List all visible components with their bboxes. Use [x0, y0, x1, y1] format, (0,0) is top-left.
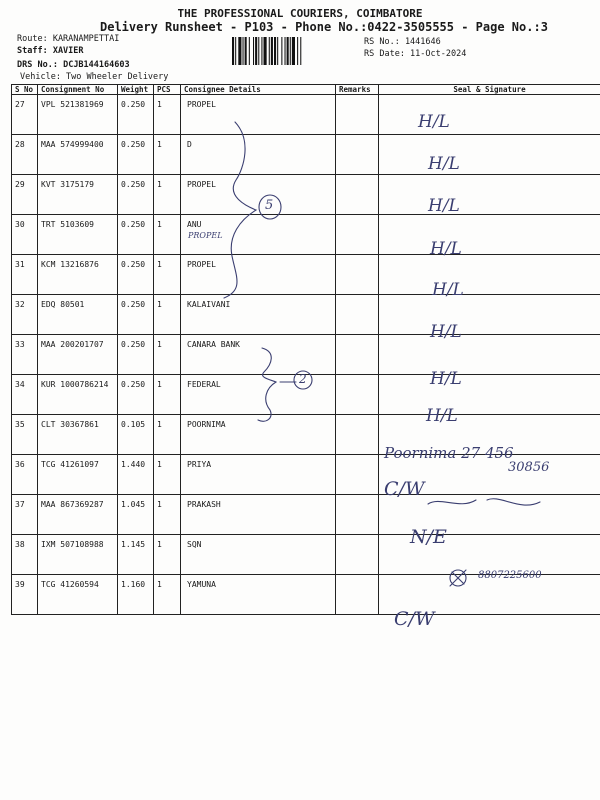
barcode-image	[232, 37, 352, 65]
consignee-cell: PRIYA	[181, 455, 336, 495]
table-row	[12, 495, 600, 535]
pcs-cell: 1	[154, 135, 181, 175]
pcs-cell: 1	[154, 95, 181, 135]
weight-cell: 1.145	[118, 535, 154, 575]
vehicle-label: Vehicle: Two Wheeler Delivery	[20, 72, 169, 82]
col-header-weight: Weight	[118, 85, 154, 95]
propel-note: PROPEL	[188, 231, 223, 240]
drs-number	[17, 60, 130, 70]
route-label: Route: KARANAMPETTAI	[17, 34, 120, 44]
weight-cell: 0.105	[118, 415, 154, 455]
consignment-cell: MAA 867369287	[38, 495, 118, 535]
consignment-cell: KCM 13216876	[38, 255, 118, 295]
sno-cell: 27	[12, 95, 38, 135]
sno-cell: 30	[12, 215, 38, 255]
drs-label: DRS No.:	[17, 60, 58, 70]
weight-cell: 0.250	[118, 135, 154, 175]
consignee-cell: POORNIMA	[181, 415, 336, 455]
sno-cell: 28	[12, 135, 38, 175]
remarks-cell	[336, 135, 379, 175]
col-header-consignment: Consignment No	[38, 85, 118, 95]
cw-row39: C/W	[394, 608, 435, 630]
runsheet-table	[11, 84, 600, 615]
seal-signature-cell	[379, 135, 600, 175]
pcs-cell: 1	[154, 375, 181, 415]
hl-mark-34: H/L	[426, 406, 458, 426]
seal-signature-cell	[379, 295, 600, 335]
rs-date: RS Date: 11-Oct-2024	[364, 49, 467, 59]
sno-cell: 33	[12, 335, 38, 375]
sno-cell: 29	[12, 175, 38, 215]
consignee-cell: CANARA BANK	[181, 335, 336, 375]
pcs-cell: 1	[154, 535, 181, 575]
consignee-cell: YAMUNA	[181, 575, 336, 615]
col-header-seal: Seal & Signature	[379, 85, 600, 95]
consignee-cell: PROPEL	[181, 95, 336, 135]
table-row	[12, 255, 600, 295]
consignee-cell: SQN	[181, 535, 336, 575]
pcs-cell: 1	[154, 255, 181, 295]
weight-cell: 1.440	[118, 455, 154, 495]
hl-mark-27: H/L	[418, 112, 450, 132]
pcs-cell: 1	[154, 455, 181, 495]
seal-signature-cell	[379, 215, 600, 255]
weight-cell: 0.250	[118, 335, 154, 375]
remarks-cell	[336, 535, 379, 575]
table-header-row	[12, 85, 600, 95]
ne-row37: N/E	[410, 526, 447, 548]
remarks-cell	[336, 455, 379, 495]
weight-cell: 0.250	[118, 175, 154, 215]
consignment-cell: TCG 41261097	[38, 455, 118, 495]
hl-mark-31: H/L	[432, 280, 464, 300]
group2-count: 2	[299, 372, 307, 386]
row35-note: Poornima 27 456	[384, 444, 514, 462]
seal-signature-cell	[379, 175, 600, 215]
remarks-cell	[336, 95, 379, 135]
cw-row36: C/W	[384, 478, 425, 500]
company-title: THE PROFESSIONAL COURIERS, COIMBATORE	[177, 7, 423, 20]
sno-cell: 35	[12, 415, 38, 455]
consignment-cell: TCG 41260594	[38, 575, 118, 615]
hl-mark-29: H/L	[428, 196, 460, 216]
row35-number: 30856	[508, 460, 550, 475]
consignment-cell: KVT 3175179	[38, 175, 118, 215]
remarks-cell	[336, 295, 379, 335]
group1-count: 5	[265, 198, 274, 213]
seal-signature-cell	[379, 375, 600, 415]
pcs-cell: 1	[154, 215, 181, 255]
runsheet-title: Delivery Runsheet - P103 - Phone No.:0422-3505555 - Page No.:3	[100, 20, 548, 34]
weight-cell: 0.250	[118, 215, 154, 255]
seal-signature-cell	[379, 255, 600, 295]
table-row	[12, 95, 600, 135]
consignment-cell: MAA 200201707	[38, 335, 118, 375]
consignee-cell: PROPEL	[181, 175, 336, 215]
consignee-cell: KALAIVANI	[181, 295, 336, 335]
table-row	[12, 175, 600, 215]
col-header-pcs: PCS	[154, 85, 181, 95]
consignee-cell: D	[181, 135, 336, 175]
consignee-cell: PRAKASH	[181, 495, 336, 535]
hl-mark-32: H/L	[430, 322, 462, 342]
seal-signature-cell	[379, 95, 600, 135]
col-header-remarks: Remarks	[336, 85, 379, 95]
consignment-cell: MAA 574999400	[38, 135, 118, 175]
consignment-cell: IXM 507108988	[38, 535, 118, 575]
consignment-cell: CLT 30367861	[38, 415, 118, 455]
remarks-cell	[336, 175, 379, 215]
sno-cell: 34	[12, 375, 38, 415]
consignee-cell: PROPEL	[181, 255, 336, 295]
sno-cell: 37	[12, 495, 38, 535]
weight-cell: 1.045	[118, 495, 154, 535]
pcs-cell: 1	[154, 415, 181, 455]
table-row	[12, 335, 600, 375]
remarks-cell	[336, 255, 379, 295]
seal-signature-cell	[379, 335, 600, 375]
remarks-cell	[336, 335, 379, 375]
pcs-cell: 1	[154, 295, 181, 335]
staff-label: Staff: XAVIER	[17, 46, 84, 56]
table-row	[12, 215, 600, 255]
hl-mark-30: H/L	[430, 239, 462, 259]
remarks-cell	[336, 495, 379, 535]
consignment-cell: EDQ 80501	[38, 295, 118, 335]
hl-mark-33: H/L	[430, 369, 462, 389]
weight-cell: 0.250	[118, 375, 154, 415]
remarks-cell	[336, 575, 379, 615]
pcs-cell: 1	[154, 335, 181, 375]
remarks-cell	[336, 415, 379, 455]
consignee-cell: FEDERAL	[181, 375, 336, 415]
weight-cell: 1.160	[118, 575, 154, 615]
table-row	[12, 135, 600, 175]
hl-mark-28: H/L	[428, 154, 460, 174]
rs-number: RS No.: 1441646	[364, 37, 441, 47]
pcs-cell: 1	[154, 495, 181, 535]
phone-row38: 8807225600	[478, 570, 542, 581]
table-row	[12, 535, 600, 575]
sno-cell: 39	[12, 575, 38, 615]
sno-cell: 38	[12, 535, 38, 575]
weight-cell: 0.250	[118, 255, 154, 295]
sno-cell: 36	[12, 455, 38, 495]
remarks-cell	[336, 215, 379, 255]
table-row	[12, 295, 600, 335]
sno-cell: 31	[12, 255, 38, 295]
drs-value: DCJB144164603	[63, 60, 130, 70]
remarks-cell	[336, 375, 379, 415]
sno-cell: 32	[12, 295, 38, 335]
col-header-consignee: Consignee Details	[181, 85, 336, 95]
col-header-sno: S No	[12, 85, 38, 95]
pcs-cell: 1	[154, 575, 181, 615]
consignment-cell: TRT 5103609	[38, 215, 118, 255]
consignment-cell: VPL 521381969	[38, 95, 118, 135]
consignee-cell: ANU	[181, 215, 336, 255]
pcs-cell: 1	[154, 175, 181, 215]
weight-cell: 0.250	[118, 295, 154, 335]
weight-cell: 0.250	[118, 95, 154, 135]
consignment-cell: KUR 1000786214	[38, 375, 118, 415]
